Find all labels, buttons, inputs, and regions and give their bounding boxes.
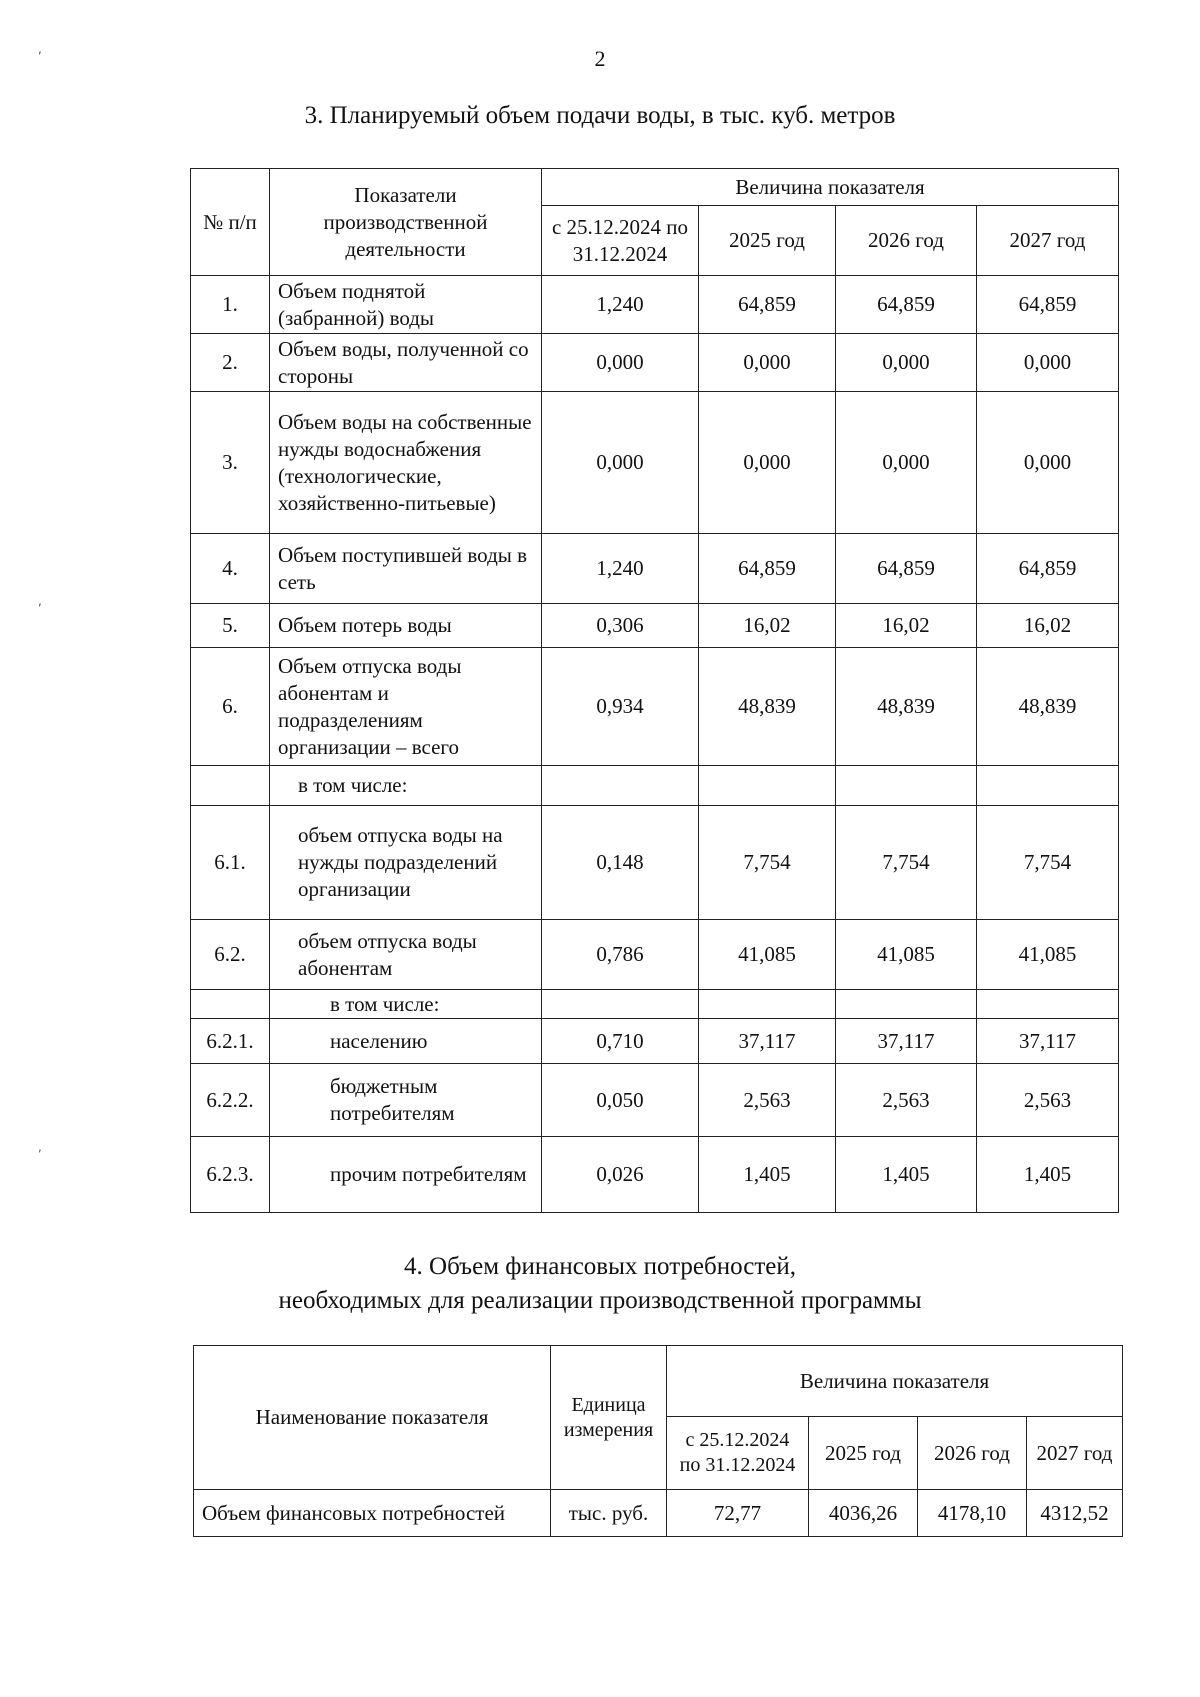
row-2025: 0,000 [699, 392, 836, 534]
row-name: объем отпуска воды абонентам [270, 920, 542, 990]
row-num: 3. [191, 392, 270, 534]
row-2027: 4312,52 [1027, 1490, 1123, 1537]
header-period: с 25.12.2024 по 31.12.2024 [542, 206, 699, 276]
table-row [191, 334, 1119, 392]
table-row [191, 276, 1119, 334]
row-period: 72,77 [667, 1490, 809, 1537]
row-num: 2. [191, 334, 270, 392]
row-period: 0,710 [542, 1019, 699, 1064]
section-4-title [0, 1250, 1200, 1318]
row-2025: 48,839 [699, 648, 836, 766]
row-period: 0,000 [542, 334, 699, 392]
row-2025: 2,563 [699, 1064, 836, 1137]
row-name: Объем воды, полученной со стороны [270, 334, 542, 392]
table-row [194, 1490, 1123, 1537]
header-period: с 25.12.2024 по 31.12.2024 [667, 1417, 809, 1490]
row-2025: 4036,26 [809, 1490, 918, 1537]
row-num: 6.2.1. [191, 1019, 270, 1064]
row-name: Объем финансовых потребностей [194, 1490, 551, 1537]
row-2025 [699, 990, 836, 1019]
row-2026: 2,563 [836, 1064, 977, 1137]
row-name: в том числе: [270, 766, 542, 806]
row-2027: 48,839 [977, 648, 1119, 766]
header-2026: 2026 год [836, 206, 977, 276]
header-2027: 2027 год [1027, 1417, 1123, 1490]
row-2026 [836, 990, 977, 1019]
row-name: объем отпуска воды на нужды подразделений организации [270, 806, 542, 920]
row-2026: 0,000 [836, 334, 977, 392]
row-num: 1. [191, 276, 270, 334]
row-period: 0,000 [542, 392, 699, 534]
row-2025: 16,02 [699, 604, 836, 648]
row-name: населению [270, 1019, 542, 1064]
row-2027: 7,754 [977, 806, 1119, 920]
header-2026: 2026 год [918, 1417, 1027, 1490]
row-period: 1,240 [542, 276, 699, 334]
row-2026: 16,02 [836, 604, 977, 648]
row-name: в том числе: [270, 990, 542, 1019]
row-2025: 64,859 [699, 534, 836, 604]
row-num: 6. [191, 648, 270, 766]
row-2027: 16,02 [977, 604, 1119, 648]
row-2026: 64,859 [836, 276, 977, 334]
table-row [191, 920, 1119, 990]
row-period [542, 990, 699, 1019]
row-period: 1,240 [542, 534, 699, 604]
row-2027: 2,563 [977, 1064, 1119, 1137]
table-row [191, 990, 1119, 1019]
row-num: 4. [191, 534, 270, 604]
section-3-title: 3. Планируемый объем подачи воды, в тыс. куб. метров [304, 102, 896, 129]
header-unit: Единица измерения [551, 1346, 667, 1490]
row-num: 6.2.2. [191, 1064, 270, 1137]
row-2026: 1,405 [836, 1137, 977, 1213]
row-2027 [977, 990, 1119, 1019]
row-2026: 4178,10 [918, 1490, 1027, 1537]
row-2027: 0,000 [977, 334, 1119, 392]
row-2026: 37,117 [836, 1019, 977, 1064]
row-2027: 37,117 [977, 1019, 1119, 1064]
row-period: 0,026 [542, 1137, 699, 1213]
header-name: Наименование показателя [194, 1346, 551, 1490]
water-supply-table [190, 168, 1119, 1213]
row-name: Объем отпуска воды абонентам и подразделениям организации – всего [270, 648, 542, 766]
row-2027: 64,859 [977, 534, 1119, 604]
header-num: № п/п [191, 169, 270, 276]
row-num: 6.2.3. [191, 1137, 270, 1213]
row-period: 0,148 [542, 806, 699, 920]
row-2026: 48,839 [836, 648, 977, 766]
row-2025: 0,000 [699, 334, 836, 392]
row-name: Объем поступившей воды в сеть [270, 534, 542, 604]
row-name: бюджетным потребителям [270, 1064, 542, 1137]
header-2027: 2027 год [977, 206, 1119, 276]
row-num: 6.1. [191, 806, 270, 920]
header-2025: 2025 год [809, 1417, 918, 1490]
row-name: Объем воды на собственные нужды водоснабжения (технологические, хозяйственно-питьевые) [270, 392, 542, 534]
row-2026 [836, 766, 977, 806]
row-2027: 0,000 [977, 392, 1119, 534]
row-num: 6.2. [191, 920, 270, 990]
header-value-group: Величина показателя [667, 1346, 1123, 1417]
row-unit: тыс. руб. [551, 1490, 667, 1537]
scan-speck: , [38, 1140, 42, 1154]
row-name: Объем поднятой (забранной) воды [270, 276, 542, 334]
table-row [191, 766, 1119, 806]
row-name: Объем потерь воды [270, 604, 542, 648]
scan-speck: , [38, 42, 42, 56]
table-row [191, 1019, 1119, 1064]
row-2026: 0,000 [836, 392, 977, 534]
financial-needs-table [193, 1345, 1123, 1537]
section-4-title-line2: необходимых для реализации производственной программы [278, 1287, 922, 1314]
header-indicator: Показатели производственной деятельности [270, 169, 542, 276]
row-num [191, 766, 270, 806]
row-period [542, 766, 699, 806]
table-row [191, 534, 1119, 604]
row-2027: 64,859 [977, 276, 1119, 334]
row-2027 [977, 766, 1119, 806]
row-2027: 1,405 [977, 1137, 1119, 1213]
row-2025: 7,754 [699, 806, 836, 920]
row-period: 0,786 [542, 920, 699, 990]
row-2025: 37,117 [699, 1019, 836, 1064]
row-name: прочим потребителям [270, 1137, 542, 1213]
table-row [191, 604, 1119, 648]
table-row [191, 1064, 1119, 1137]
table-row [191, 1137, 1119, 1213]
row-2025: 41,085 [699, 920, 836, 990]
table-row [191, 648, 1119, 766]
row-period: 0,934 [542, 648, 699, 766]
header-value-group: Величина показателя [542, 169, 1119, 206]
page-number: 2 [594, 46, 606, 71]
header-2025: 2025 год [699, 206, 836, 276]
row-2027: 41,085 [977, 920, 1119, 990]
section-4-title-line1: 4. Объем финансовых потребностей, [404, 1253, 796, 1280]
table-row [191, 806, 1119, 920]
row-num [191, 990, 270, 1019]
row-period: 0,050 [542, 1064, 699, 1137]
row-2025: 64,859 [699, 276, 836, 334]
row-2026: 7,754 [836, 806, 977, 920]
row-num: 5. [191, 604, 270, 648]
table-row [191, 392, 1119, 534]
row-2026: 64,859 [836, 534, 977, 604]
row-2026: 41,085 [836, 920, 977, 990]
row-2025: 1,405 [699, 1137, 836, 1213]
scan-speck: , [38, 594, 42, 608]
row-period: 0,306 [542, 604, 699, 648]
row-2025 [699, 766, 836, 806]
